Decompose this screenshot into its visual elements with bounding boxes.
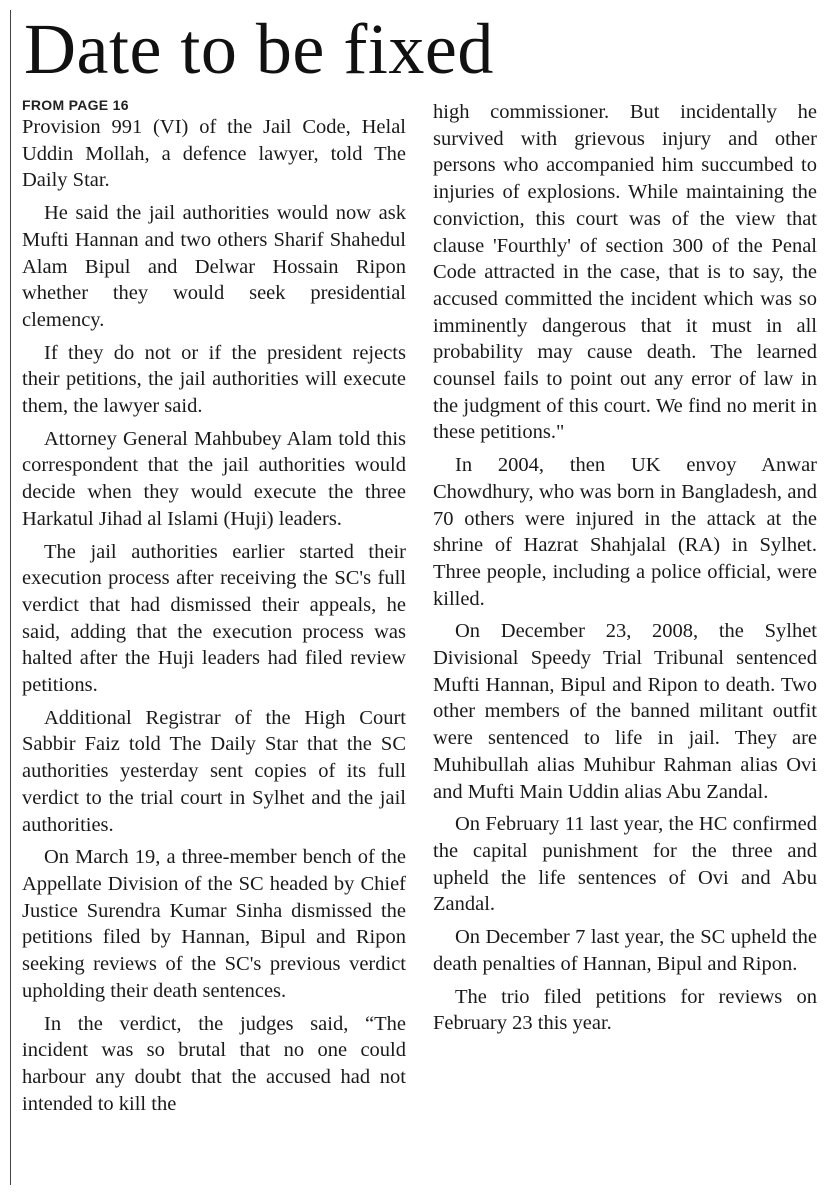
paragraph: In 2004, then UK envoy Anwar Chowdhury, who was born in Bangladesh, and 70 others were injured in the attack at the shrine of Hazrat Shahjalal (RA) in Sylhet. Three people, including a police official, were killed. xyxy=(433,454,817,610)
paragraph: He said the jail authorities would now ask Mufti Hannan and two others Sharif Shahedul Alam Bipul and Delwar Hossain Ripon whether they would seek presidential clemency. xyxy=(22,202,406,331)
paragraph: On February 11 last year, the HC confirmed the capital punishment for the three and upheld the life sentences of Ovi and Abu Zandal. xyxy=(433,813,817,916)
paragraph: Additional Registrar of the High Court Sabbir Faiz told The Daily Star that the SC authorities yesterday sent copies of its full verdict to the trial court in Sylhet and the jail authorities. xyxy=(22,706,406,836)
paragraph: On December 7 last year, the SC upheld the death penalties of Hannan, Bipul and Ripon. xyxy=(433,926,817,975)
column-rule xyxy=(10,10,11,1185)
paragraph: high commissioner. But incidentally he survived with grievous injury and other persons who accompanied him succumbed to injuries of explosions. While maintaining the conviction, this court was of the view that clause 'Fourthly' of section 300 of the Penal Code attracted in the case, that is to say, the accused committed the incident which was so imminently dangerous that it must in all probability may cause death. The learned counsel fails to point out any error of law in the judgment of this court. We find no merit in these petitions." xyxy=(433,101,817,444)
jump-label: FROM PAGE 16 xyxy=(22,97,129,113)
paragraph: On December 23, 2008, the Sylhet Divisional Speedy Trial Tribunal sentenced Mufti Hannan, Bipul and Ripon to death. Two other members of the banned militant outfit were sentenced to life in jail. They are Muhibullah alias Muhibur Rahman alias Ovi and Mufti Main Uddin alias Abu Zandal. xyxy=(433,620,817,803)
paragraph xyxy=(22,97,406,194)
paragraph: The trio filed petitions for reviews on February 23 this year. xyxy=(433,985,817,1035)
paragraph: On March 19, a three-member bench of the Appellate Division of the SC headed by Chief Justice Surendra Kumar Sinha dismissed the petitions filed by Hannan, Bipul and Ripon seeking reviews of the SC's previous verdict upholding their death sentences. xyxy=(22,846,406,1002)
paragraph: The jail authorities earlier started their execution process after receiving the SC's full verdict that had dismissed their appeals, he said, adding that the execution process was halted after the Huji leaders had filed review petitions. xyxy=(22,540,406,697)
headline: Date to be fixed xyxy=(24,9,494,89)
paragraph: If they do not or if the president rejects their petitions, the jail authorities will execute them, the lawyer said. xyxy=(22,341,406,418)
paragraph: Attorney General Mahbubey Alam told this correspondent that the jail authorities would decide when they would execute the three Harkatul Jihad al Islami (Huji) leaders. xyxy=(22,427,406,530)
article-column-right xyxy=(433,99,817,1043)
article-column-left xyxy=(22,97,406,1123)
paragraph: In the verdict, the judges said, “The incident was so brutal that no one could harbour any doubt that the accused had not intended to kill the xyxy=(22,1012,406,1115)
paragraph-text: Provision 991 (VI) of the Jail Code, Helal Uddin Mollah, a defence lawyer, told The Daily Star. xyxy=(22,116,406,192)
